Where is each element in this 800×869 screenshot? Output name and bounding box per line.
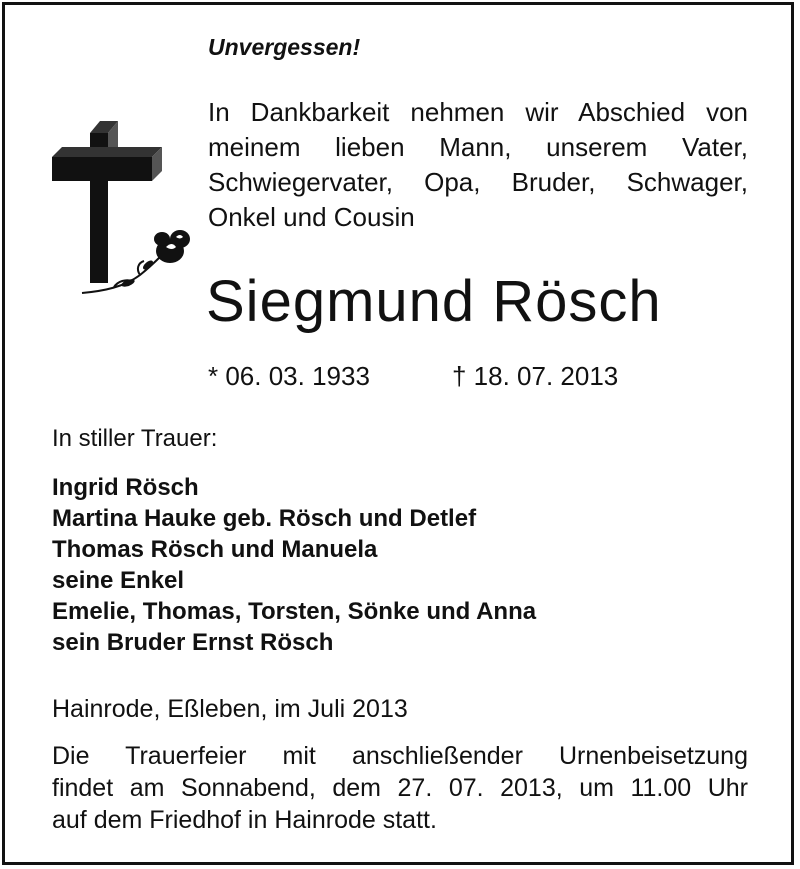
birth-date: * 06. 03. 1933 <box>208 361 370 391</box>
intro-line: Onkel und Cousin <box>208 202 415 232</box>
mourner-line: Martina Hauke geb. Rösch und Detlef <box>52 505 477 532</box>
mourner-line: Ingrid Rösch <box>52 474 199 501</box>
service-line: Die Trauerfeier mit anschließender Urnenbeisetzung <box>52 742 748 770</box>
service-line: findet am Sonnabend, dem 27. 07. 2013, um 11.00 Uhr <box>52 774 748 802</box>
cross-with-rose-icon <box>44 115 194 305</box>
heading: Unvergessen! <box>208 34 361 60</box>
place-date: Hainrode, Eßleben, im Juli 2013 <box>52 695 408 723</box>
service-info <box>52 740 748 836</box>
deceased-name: Siegmund Rösch <box>206 269 662 334</box>
intro-line: In Dankbarkeit nehmen wir Abschied von <box>208 97 748 127</box>
intro-text <box>208 95 748 235</box>
intro-line: Schwiegervater, Opa, Bruder, Schwager, <box>208 167 748 197</box>
death-date: † 18. 07. 2013 <box>452 361 619 391</box>
mourning-label: In stiller Trauer: <box>52 425 218 452</box>
intro-line: meinem lieben Mann, unserem Vater, <box>208 132 748 162</box>
mourner-line: Thomas Rösch und Manuela <box>52 536 378 563</box>
mourner-line: Emelie, Thomas, Torsten, Sönke und Anna <box>52 598 537 625</box>
mourner-line: sein Bruder Ernst Rösch <box>52 629 334 656</box>
mourners-list <box>52 472 536 658</box>
service-line: auf dem Friedhof in Hainrode statt. <box>52 806 437 834</box>
mourner-line: seine Enkel <box>52 567 185 594</box>
